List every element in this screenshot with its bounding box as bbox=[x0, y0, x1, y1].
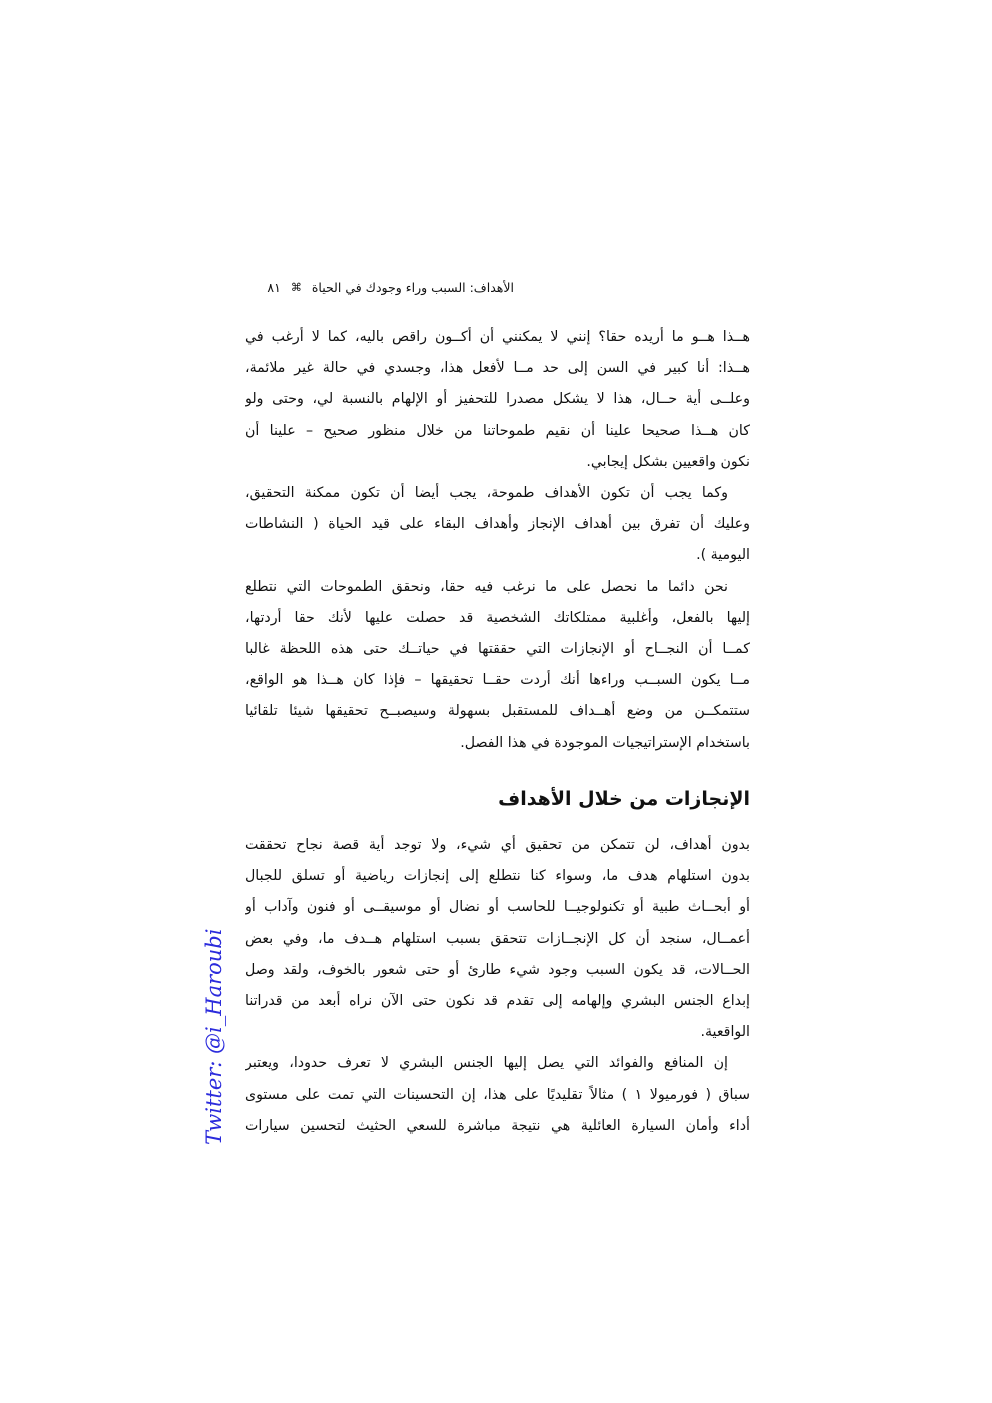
text-line: سباق ( فورميولا ١ ) مثالاً تقليديًا على هذا، إن التحسينات التي تمت على مستوى bbox=[245, 1086, 750, 1103]
paragraph bbox=[245, 478, 750, 572]
text-line: اليومية ). bbox=[696, 547, 750, 564]
text-line: بدون استلهام هدف ما، وسواء كنا نتطلع إلى إنجازات رياضية أو تسلق للجبال bbox=[245, 868, 750, 885]
text-line: كمــا أن النجــاح أو الإنجازات التي حققتها في حياتــك حتى هذه اللحظة غالبا bbox=[245, 641, 750, 658]
section-heading: الإنجازات من خلال الأهداف bbox=[498, 788, 750, 810]
text-line: هــذا هــو ما أريده حقا؟ إنني لا يمكنني أن أكــون راقص باليه، كما لا أرغب في bbox=[245, 329, 750, 345]
paragraph bbox=[245, 572, 750, 759]
text-line: باستخدام الإستراتيجيات الموجودة في هذا الفصل. bbox=[460, 734, 750, 751]
text-line: إن المنافع والفوائد التي يصل إليها الجنس البشري لا تعرف حدودا، ويعتبر bbox=[245, 1055, 728, 1072]
text-line: نحن دائما ما نحصل على ما نرغب فيه حقا، ونحقق الطموحات التي نتطلع bbox=[245, 578, 728, 595]
text-line: الواقعية. bbox=[700, 1024, 750, 1041]
paragraph bbox=[245, 830, 750, 1048]
page-number: ٨١ bbox=[267, 279, 281, 295]
section-1-body bbox=[245, 322, 750, 759]
text-line: وكما يجب أن تكون الأهداف طموحة، يجب أيضا أن تكون ممكنة التحقيق، bbox=[245, 485, 728, 502]
paragraph bbox=[245, 1048, 750, 1142]
text-line: أو أبحــاث طبية أو تكنولوجيــا للحاسب أو نضال أو موسيقــى أو فنون وآداب أو bbox=[245, 899, 750, 916]
text-line: بدون أهداف، لن تتمكن من تحقيق أي شيء، ولا توجد أية قصة نجاح تحققت bbox=[245, 837, 750, 853]
text-line: نكون واقعيين بشكل إيجابي. bbox=[586, 453, 750, 470]
header-title: الأهداف: السبب وراء وجودك في الحياة bbox=[311, 279, 514, 295]
text-line: مــا يكون السبــب وراءها أنك أردت حقــا تحقيقها – فإذا كان هــذا هو الواقع، bbox=[245, 672, 750, 689]
ornament-icon: ⌘ bbox=[290, 280, 302, 294]
text-line: الحــالات، قد يكون السبب وجود شيء طارئ أو حتى شعور بالخوف، ولقد وصل bbox=[245, 961, 750, 978]
paragraph bbox=[245, 322, 750, 478]
text-line: وعليك أن تفرق بين أهداف الإنجاز وأهداف البقاء على قيد الحياة ( النشاطات bbox=[245, 516, 750, 533]
text-line: أداء وأمان السيارة العائلية هي نتيجة مباشرة للسعي الحثيث لتحسين سيارات bbox=[245, 1117, 750, 1134]
section-2-body bbox=[245, 830, 750, 1142]
text-line: هــذا: أنا كبير في السن إلى حد مــا لأفعل هذا، وجسدي في حالة غير ملائمة، bbox=[245, 360, 750, 377]
running-header bbox=[246, 276, 514, 298]
text-line: وعلــى أية حــال، هذا لا يشكل مصدرا للتحفيز أو الإلهام بالنسبة لي، وحتى ولو bbox=[245, 391, 750, 408]
text-line: إبداع الجنس البشري وإلهامه إلى تقدم قد نكون حتى الآن نراه أبعد من قدراتنا bbox=[245, 993, 750, 1010]
text-line: ستتمكــن من وضع أهــداف للمستقبل بسهولة وسيصبــح تحقيقها شيئا تلقائيا bbox=[245, 703, 750, 720]
text-line: أعمــال، سنجد أن كل الإنجــازات تتحقق بسبب استلهام هــدف ما، وفي بعض bbox=[245, 930, 750, 947]
text-line: كان هــذا صحيحا علينا أن نقيم طموحاتنا من خلال منظور صحيح – علينا أن bbox=[245, 422, 750, 439]
twitter-watermark: Twitter: @i_Haroubi bbox=[202, 928, 226, 1145]
text-line: إليها بالفعل، وأغلبية ممتلكاتك الشخصية قد حصلت عليها لأنك حقا أردتها، bbox=[245, 609, 750, 626]
